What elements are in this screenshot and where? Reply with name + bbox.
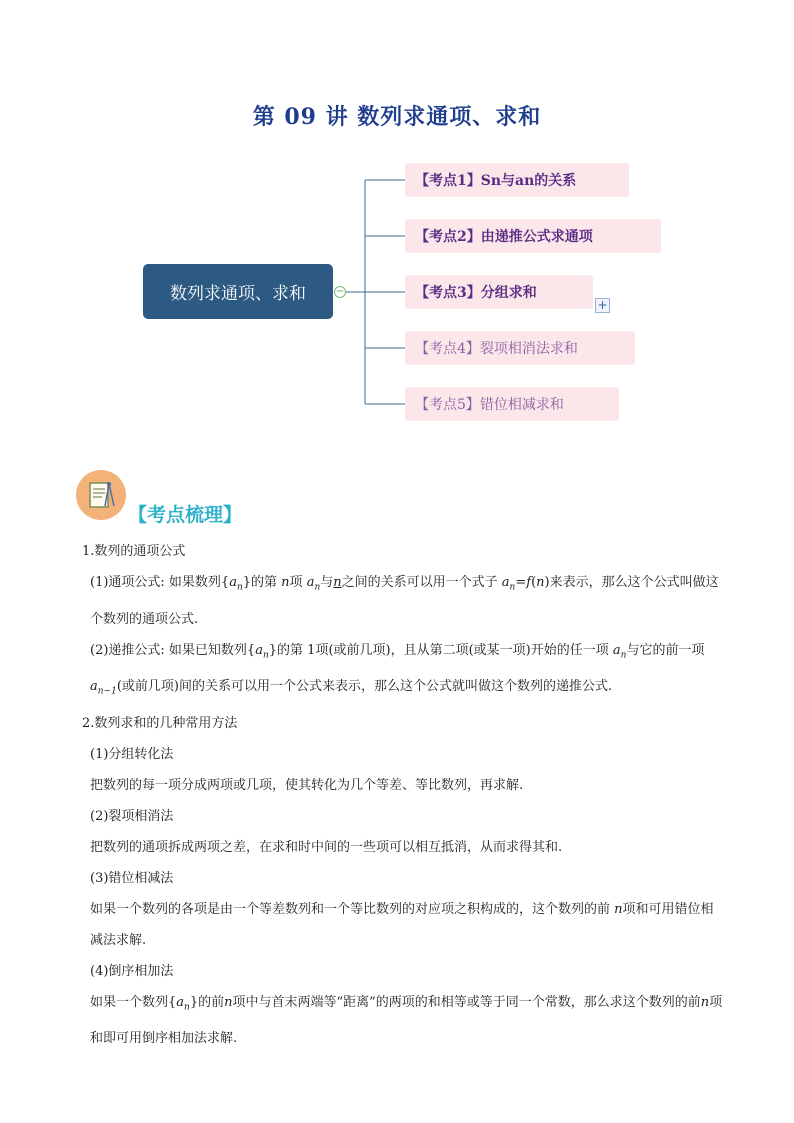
- paragraph-recursive-formula: (2)递推公式: 如果已知数列$\{a_n\}$的第 1项(或前几项)，且从第二项(或某一项)开始的任一项 $a_n$与它的前一项 $a_{n-1}$(或前几项)间的关系可以用一个公式来表示，那么这个公式就叫做这个数列的递推公式.: [90, 642, 705, 697]
- mind-map: [0, 0, 794, 440]
- mind-map-root[interactable]: 数列求通项、求和: [143, 264, 333, 319]
- heading-general-term: 1.数列的通项公式: [82, 544, 186, 559]
- method-2-text: 把数列的通项拆成两项之差，在求和时中间的一些项可以相互抵消，从而求得其和.: [90, 839, 563, 855]
- collapse-icon[interactable]: −: [335, 286, 345, 297]
- mind-map-connectors: [0, 0, 794, 440]
- paragraph-general-term-formula: (1)通项公式: 如果数列$\{a_n\}$的第 n项 $a_n$与n之间的关系可以用一个式子 $a_n=f(n)$来表示，那么这个公式叫做这个数列的通项公式.: [90, 575, 719, 627]
- method-4-text: 如果一个数列$\{a_n\}$的前n项中与首末两端等“距离”的两项的和相等或等于同一个常数，那么求这个数列的前n项和即可用倒序相加法求解.: [90, 994, 723, 1047]
- expand-icon[interactable]: +: [595, 298, 610, 313]
- mind-map-node-3[interactable]: 【考点3】分组求和: [405, 275, 593, 309]
- section-header: [76, 470, 376, 530]
- mind-map-node-2[interactable]: 【考点2】由递推公式求通项: [405, 219, 661, 253]
- heading-summation-methods: 2.数列求和的几种常用方法: [82, 715, 238, 731]
- method-4-title: (4)倒序相加法: [90, 963, 174, 979]
- mind-map-node-5[interactable]: 【考点5】错位相减求和: [405, 387, 619, 421]
- method-2-title: (2)裂项相消法: [90, 808, 174, 824]
- mind-map-node-1[interactable]: 【考点1】Sn与an的关系: [405, 163, 629, 197]
- method-1-title: (1)分组转化法: [90, 746, 174, 762]
- method-1-text: 把数列的每一项分成两项或几项，使其转化为几个等差、等比数列，再求解.: [90, 777, 524, 793]
- section-title: 【考点梳理】: [128, 504, 243, 526]
- method-3-text: 如果一个数列的各项是由一个等差数列和一个等比数列的对应项之积构成的，这个数列的前 n项和可用错位相减法求解.: [90, 901, 714, 948]
- mind-map-node-4[interactable]: 【考点4】裂项相消法求和: [405, 331, 635, 365]
- method-3-title: (3)错位相减法: [90, 870, 174, 886]
- page-title: 第 09 讲 数列求通项、求和: [252, 104, 542, 130]
- notebook-compass-icon: [76, 470, 126, 520]
- content-body: [82, 536, 724, 1054]
